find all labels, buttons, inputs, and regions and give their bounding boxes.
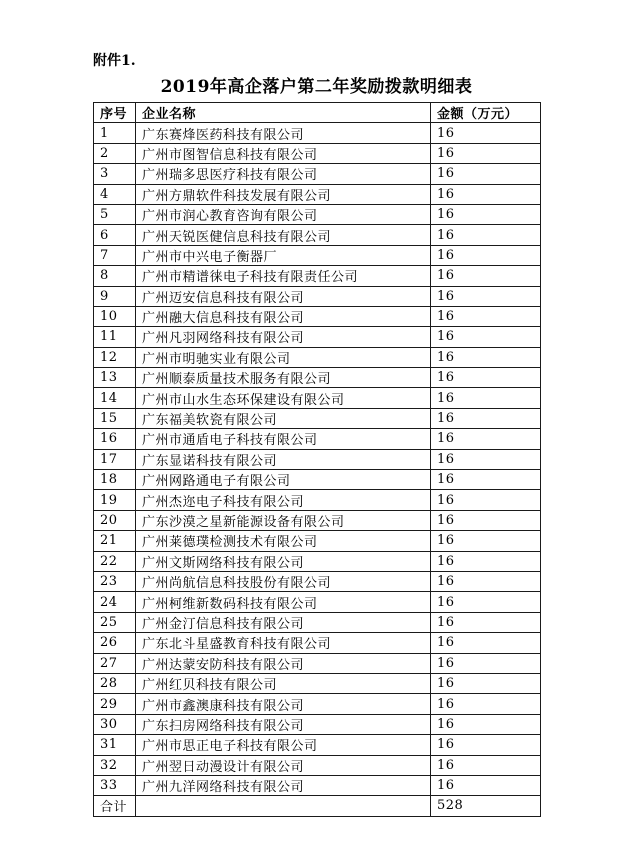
- amount-cell: 16: [431, 735, 541, 755]
- amount-cell: 16: [431, 347, 541, 367]
- company-name-cell: 广州尚航信息科技股份有限公司: [136, 571, 431, 591]
- company-name-cell: 广州网路通电子有限公司: [136, 470, 431, 490]
- company-name-cell: 广州迈安信息科技有限公司: [136, 286, 431, 306]
- table-row: [94, 592, 541, 612]
- table-row: [94, 306, 541, 326]
- table-row: [94, 714, 541, 734]
- company-name-cell: 广州市润心教育咨询有限公司: [136, 204, 431, 224]
- table-row: [94, 123, 541, 143]
- amount-cell: 16: [431, 143, 541, 163]
- row-number-cell: 31: [94, 735, 136, 755]
- row-number-cell: 33: [94, 775, 136, 795]
- page-title: 2019年高企落户第二年奖励拨款明细表: [160, 77, 473, 97]
- table-row: [94, 245, 541, 265]
- company-name-cell: 广东扫房网络科技有限公司: [136, 714, 431, 734]
- row-number-cell: 6: [94, 225, 136, 245]
- company-name-cell: 广东赛烽医药科技有限公司: [136, 123, 431, 143]
- row-number-cell: 16: [94, 429, 136, 449]
- amount-cell: 16: [431, 673, 541, 693]
- company-name-cell: 广州天锐医健信息科技有限公司: [136, 225, 431, 245]
- row-number-cell: 18: [94, 470, 136, 490]
- amount-cell: 16: [431, 470, 541, 490]
- company-name-cell: 广州方鼎软件科技发展有限公司: [136, 184, 431, 204]
- table-row: [94, 694, 541, 714]
- company-name-cell: 广州顺泰质量技术服务有限公司: [136, 368, 431, 388]
- company-name-cell: 广州红贝科技有限公司: [136, 673, 431, 693]
- row-number-cell: 15: [94, 408, 136, 428]
- company-name-cell: 广州凡羽网络科技有限公司: [136, 327, 431, 347]
- amount-cell: 16: [431, 266, 541, 286]
- attachment-label: 附件1.: [93, 53, 136, 69]
- amount-cell: 16: [431, 714, 541, 734]
- table-header: [94, 103, 541, 123]
- company-name-cell: 广州九洋网络科技有限公司: [136, 775, 431, 795]
- table-row: [94, 531, 541, 551]
- row-number-cell: 7: [94, 245, 136, 265]
- table-row: [94, 735, 541, 755]
- amount-cell: 16: [431, 571, 541, 591]
- table-row: [94, 368, 541, 388]
- row-number-cell: 30: [94, 714, 136, 734]
- company-name-cell: 广州市中兴电子衡器厂: [136, 245, 431, 265]
- table-row: [94, 755, 541, 775]
- amount-cell: 16: [431, 551, 541, 571]
- company-name-cell: 广东北斗星盛教育科技有限公司: [136, 633, 431, 653]
- total-empty-cell: [136, 796, 431, 816]
- amount-cell: 16: [431, 449, 541, 469]
- table-row: [94, 490, 541, 510]
- row-number-cell: 20: [94, 510, 136, 530]
- table-row: [94, 510, 541, 530]
- amount-cell: 16: [431, 368, 541, 388]
- table-row: [94, 143, 541, 163]
- amount-cell: 16: [431, 612, 541, 632]
- company-name-cell: 广州融大信息科技有限公司: [136, 306, 431, 326]
- amount-cell: 16: [431, 755, 541, 775]
- table-row: [94, 633, 541, 653]
- row-number-cell: 13: [94, 368, 136, 388]
- company-name-cell: 广州市图智信息科技有限公司: [136, 143, 431, 163]
- row-number-cell: 19: [94, 490, 136, 510]
- company-name-cell: 广州翌日动漫设计有限公司: [136, 755, 431, 775]
- company-name-cell: 广州市明驰实业有限公司: [136, 347, 431, 367]
- amount-cell: 16: [431, 245, 541, 265]
- company-name-cell: 广州杰迩电子科技有限公司: [136, 490, 431, 510]
- amount-cell: 16: [431, 204, 541, 224]
- company-name-cell: 广东显诺科技有限公司: [136, 449, 431, 469]
- table-row: [94, 551, 541, 571]
- amount-cell: 16: [431, 775, 541, 795]
- table-row: [94, 388, 541, 408]
- row-number-cell: 9: [94, 286, 136, 306]
- table-row: [94, 429, 541, 449]
- company-name-cell: 广州市鑫澳康科技有限公司: [136, 694, 431, 714]
- row-number-cell: 28: [94, 673, 136, 693]
- table-row: [94, 225, 541, 245]
- row-number-cell: 2: [94, 143, 136, 163]
- row-number-cell: 11: [94, 327, 136, 347]
- company-name-cell: 广州市通盾电子科技有限公司: [136, 429, 431, 449]
- table-row: [94, 204, 541, 224]
- row-number-cell: 3: [94, 164, 136, 184]
- table-row: [94, 164, 541, 184]
- row-number-cell: 24: [94, 592, 136, 612]
- header-amount: 金额（万元）: [431, 103, 541, 123]
- table-row: [94, 286, 541, 306]
- table-row: [94, 673, 541, 693]
- header-company-name: 企业名称: [136, 103, 431, 123]
- row-number-cell: 32: [94, 755, 136, 775]
- row-number-cell: 1: [94, 123, 136, 143]
- company-name-cell: 广州柯维新数码科技有限公司: [136, 592, 431, 612]
- company-name-cell: 广东福美软瓷有限公司: [136, 408, 431, 428]
- table-row: [94, 347, 541, 367]
- amount-cell: 16: [431, 531, 541, 551]
- row-number-cell: 5: [94, 204, 136, 224]
- row-number-cell: 17: [94, 449, 136, 469]
- header-row: [94, 103, 541, 123]
- table-row: [94, 612, 541, 632]
- grant-table: [93, 102, 541, 817]
- company-name-cell: 广州莱德璞检测技术有限公司: [136, 531, 431, 551]
- table-row: [94, 449, 541, 469]
- row-number-cell: 26: [94, 633, 136, 653]
- amount-cell: 16: [431, 164, 541, 184]
- row-number-cell: 27: [94, 653, 136, 673]
- amount-cell: 16: [431, 184, 541, 204]
- row-number-cell: 25: [94, 612, 136, 632]
- table-row: [94, 266, 541, 286]
- amount-cell: 16: [431, 653, 541, 673]
- table-row: [94, 653, 541, 673]
- table-row: [94, 184, 541, 204]
- amount-cell: 16: [431, 592, 541, 612]
- amount-cell: 16: [431, 286, 541, 306]
- table-row: [94, 327, 541, 347]
- company-name-cell: 广州金汀信息科技有限公司: [136, 612, 431, 632]
- company-name-cell: 广州达蒙安防科技有限公司: [136, 653, 431, 673]
- table-row: [94, 571, 541, 591]
- header-serial-number: 序号: [94, 103, 136, 123]
- company-name-cell: 广州市精谱徕电子科技有限责任公司: [136, 266, 431, 286]
- row-number-cell: 14: [94, 388, 136, 408]
- row-number-cell: 10: [94, 306, 136, 326]
- table-footer: [94, 796, 541, 816]
- company-name-cell: 广州文斯网络科技有限公司: [136, 551, 431, 571]
- row-number-cell: 22: [94, 551, 136, 571]
- row-number-cell: 4: [94, 184, 136, 204]
- row-number-cell: 8: [94, 266, 136, 286]
- amount-cell: 16: [431, 694, 541, 714]
- amount-cell: 16: [431, 306, 541, 326]
- table-row: [94, 408, 541, 428]
- row-number-cell: 23: [94, 571, 136, 591]
- company-name-cell: 广东沙漠之星新能源设备有限公司: [136, 510, 431, 530]
- amount-cell: 16: [431, 225, 541, 245]
- row-number-cell: 21: [94, 531, 136, 551]
- amount-cell: 16: [431, 123, 541, 143]
- amount-cell: 16: [431, 429, 541, 449]
- company-name-cell: 广州瑞多思医疗科技有限公司: [136, 164, 431, 184]
- amount-cell: 16: [431, 633, 541, 653]
- amount-cell: 16: [431, 490, 541, 510]
- total-row: [94, 796, 541, 816]
- amount-cell: 528: [431, 796, 541, 816]
- total-label-cell: 合计: [94, 796, 136, 816]
- table-row: [94, 470, 541, 490]
- amount-cell: 16: [431, 510, 541, 530]
- row-number-cell: 12: [94, 347, 136, 367]
- table-row: [94, 775, 541, 795]
- amount-cell: 16: [431, 327, 541, 347]
- row-number-cell: 29: [94, 694, 136, 714]
- document-page: [93, 52, 540, 817]
- company-name-cell: 广州市思正电子科技有限公司: [136, 735, 431, 755]
- company-name-cell: 广州市山水生态环保建设有限公司: [136, 388, 431, 408]
- amount-cell: 16: [431, 388, 541, 408]
- amount-cell: 16: [431, 408, 541, 428]
- table-body: [94, 123, 541, 796]
